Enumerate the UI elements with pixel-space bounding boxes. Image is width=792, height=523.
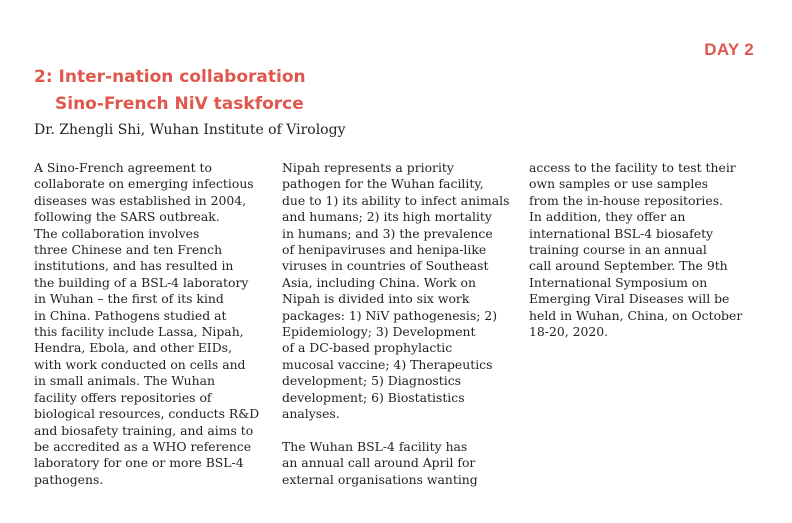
body-column-3 bbox=[529, 160, 761, 340]
text-line: Emerging Viral Diseases will be bbox=[529, 291, 730, 307]
text-line: Nipah represents a priority bbox=[282, 160, 454, 175]
text-line: packages: 1) NiV pathogenesis; 2) bbox=[282, 307, 498, 323]
text-line: in humans; and 3) the prevalence bbox=[282, 225, 493, 241]
text-line: collaborate on emerging infectious bbox=[34, 176, 254, 192]
body-paragraph bbox=[529, 160, 761, 340]
text-line: development; 6) Biostatistics bbox=[282, 389, 465, 405]
body-paragraph bbox=[282, 439, 514, 488]
text-line: laboratory for one or more BSL-4 bbox=[34, 455, 244, 471]
speaker-byline: Dr. Zhengli Shi, Wuhan Institute of Virology bbox=[34, 122, 346, 138]
text-line: development; 5) Diagnostics bbox=[282, 373, 462, 389]
text-line: three Chinese and ten French bbox=[34, 242, 223, 258]
body-paragraph bbox=[34, 160, 266, 488]
text-line: held in Wuhan, China, on October bbox=[529, 307, 743, 323]
text-line: The Wuhan BSL-4 facility has bbox=[282, 438, 468, 454]
text-line: in Wuhan – the first of its kind bbox=[34, 291, 224, 307]
text-line: Epidemiology; 3) Development bbox=[282, 324, 476, 340]
text-line: A Sino-French agreement to bbox=[34, 160, 212, 175]
text-line: analyses. bbox=[282, 406, 340, 422]
text-line: with work conducted on cells and bbox=[34, 356, 246, 372]
text-line: the building of a BSL-4 laboratory bbox=[34, 274, 249, 290]
text-line: own samples or use samples bbox=[529, 176, 709, 192]
body-column-1 bbox=[34, 160, 266, 488]
text-line: The collaboration involves bbox=[34, 225, 200, 241]
text-line: be accredited as a WHO reference bbox=[34, 438, 252, 454]
text-line: institutions, and has resulted in bbox=[34, 258, 234, 274]
text-line: training course in an annual bbox=[529, 242, 707, 258]
text-line: pathogens. bbox=[34, 471, 104, 487]
text-line: mucosal vaccine; 4) Therapeutics bbox=[282, 356, 493, 372]
text-line: international BSL-4 biosafety bbox=[529, 225, 714, 241]
talk-title bbox=[34, 64, 306, 118]
text-line: International Symposium on bbox=[529, 274, 708, 290]
text-line: following the SARS outbreak. bbox=[34, 209, 220, 225]
text-line: in small animals. The Wuhan bbox=[34, 373, 215, 389]
text-line: Hendra, Ebola, and other EIDs, bbox=[34, 340, 232, 356]
day-label: DAY 2 bbox=[704, 40, 754, 59]
text-line: pathogen for the Wuhan facility, bbox=[282, 176, 484, 192]
text-line: Asia, including China. Work on bbox=[282, 274, 476, 290]
body-paragraph bbox=[282, 160, 514, 423]
text-line: due to 1) its ability to infect animals bbox=[282, 192, 510, 208]
text-line: and humans; 2) its high mortality bbox=[282, 209, 492, 225]
text-line: diseases was established in 2004, bbox=[34, 192, 247, 208]
text-line: access to the facility to test their bbox=[529, 160, 736, 175]
text-line: and biosafety training, and aims to bbox=[34, 422, 254, 438]
text-line: In addition, they offer an bbox=[529, 209, 686, 225]
text-line: Nipah is divided into six work bbox=[282, 291, 470, 307]
text-line: 18-20, 2020. bbox=[529, 324, 609, 340]
talk-title-line-2: Sino-French NiV taskforce bbox=[55, 94, 304, 114]
body-column-2 bbox=[282, 160, 514, 488]
text-line: viruses in countries of Southeast bbox=[282, 258, 489, 274]
text-line: of henipaviruses and henipa-like bbox=[282, 242, 487, 258]
text-line: of a DC-based prophylactic bbox=[282, 340, 453, 356]
text-line: biological resources, conducts R&D bbox=[34, 406, 260, 422]
text-line: external organisations wanting bbox=[282, 471, 478, 487]
text-line: in China. Pathogens studied at bbox=[34, 307, 227, 323]
text-line: facility offers repositories of bbox=[34, 389, 212, 405]
text-line: this facility include Lassa, Nipah, bbox=[34, 324, 244, 340]
talk-title-line-1: 2: Inter-nation collaboration bbox=[34, 67, 306, 87]
text-line: call around September. The 9th bbox=[529, 258, 728, 274]
text-line: an annual call around April for bbox=[282, 455, 476, 471]
text-line: from the in-house repositories. bbox=[529, 192, 723, 208]
